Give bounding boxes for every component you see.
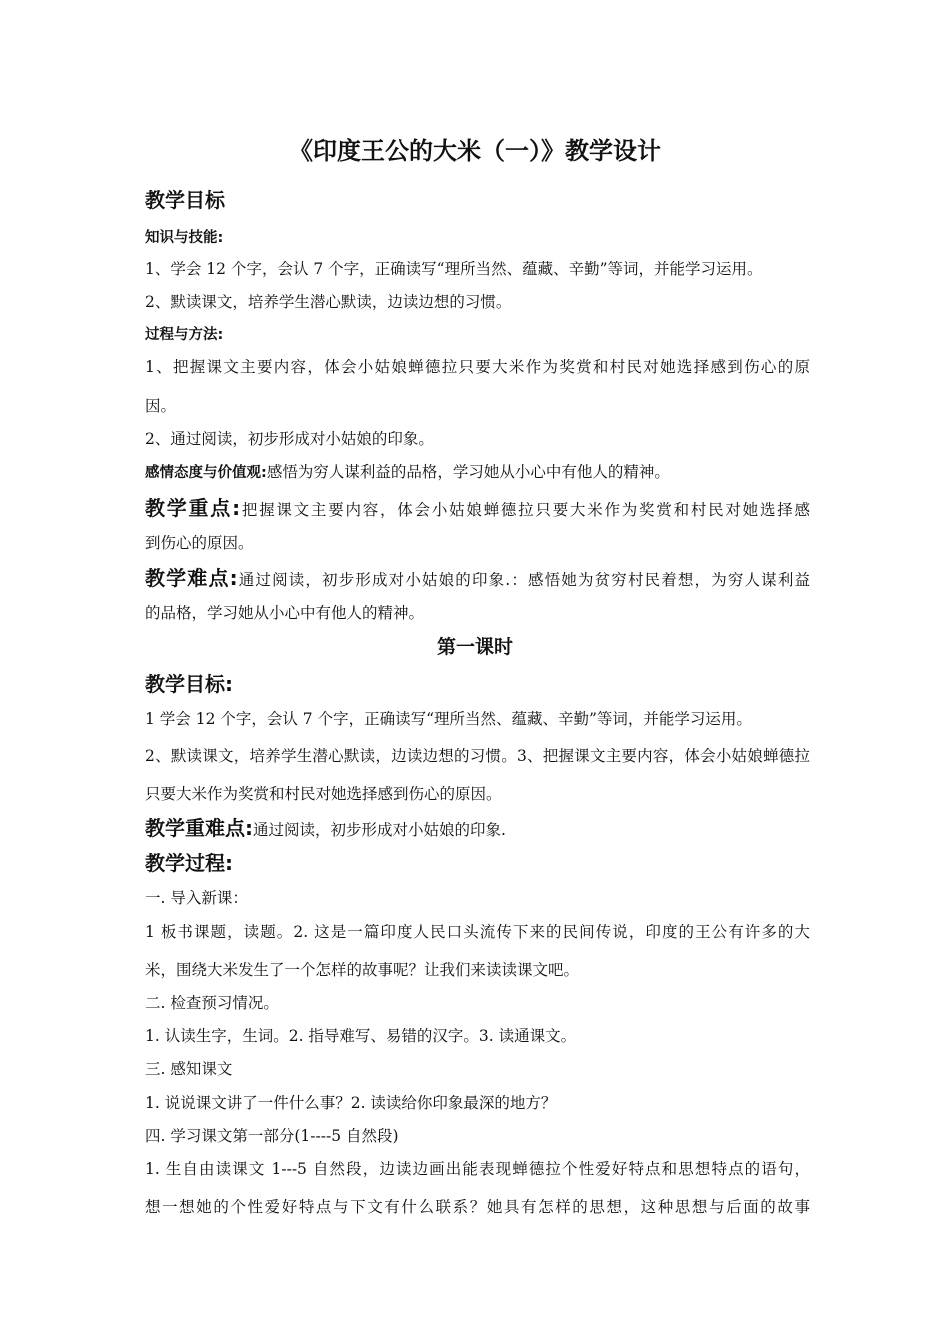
step-4-line-1: 1. 生自由读课文 1---5 自然段，边读边画出能表现蝉德拉个性爱好特点和思想特点的语句，	[145, 1160, 810, 1178]
step-1-line-1: 1 板书课题，读题。2. 这是一篇印度人民口头流传下来的民间传说，印度的王公有许多的大	[145, 923, 810, 941]
step-2-line-1: 1. 认读生字，生词。2. 指导难写、易错的汉字。3. 读通课文。	[145, 1027, 577, 1045]
difficult-point-label: 教学难点:	[145, 566, 238, 590]
document-title: 《印度王公的大米（一）》教学设计	[289, 137, 661, 165]
step-3-line-1: 1. 说说课文讲了一件什么事？2. 读读给你印象最深的地方？	[145, 1094, 557, 1112]
emotion-values-label: 感情态度与价值观:	[145, 465, 267, 481]
knowledge-item-2: 2、默读课文，培养学生潜心默读，边读边想的习惯。	[145, 293, 512, 311]
lesson-objective-line-1: 1 学会 12 个字，会认 7 个字，正确读写“理所当然、蕴藏、辛勤”等词，并能学习运用。	[145, 710, 752, 728]
key-difficult-text: 通过阅读，初步形成对小姑娘的印象.	[253, 821, 506, 839]
key-point-label: 教学重点:	[145, 496, 241, 520]
step-2-title: 二. 检查预习情况。	[145, 994, 279, 1012]
emotion-values-text: 感悟为穷人谋利益的品格，学习她从小心中有他人的精神。	[266, 463, 670, 481]
step-1-line-2: 米，围绕大米发生了一个怎样的故事呢？让我们来读读课文吧。	[145, 961, 580, 979]
lesson-objectives-label: 教学目标:	[145, 672, 233, 696]
lesson-objective-line-2: 2、默读课文，培养学生潜心默读，边读边想的习惯。3、把握课文主要内容，体会小姑娘蝉德拉	[145, 747, 810, 765]
process-item-2: 2、通过阅读，初步形成对小姑娘的印象。	[145, 430, 434, 448]
key-difficult-label: 教学重难点:	[145, 816, 253, 840]
emotion-values-row	[145, 462, 810, 483]
key-point-text: 把握课文主要内容，体会小姑娘蝉德拉只要大米作为奖赏和村民对她选择感	[240, 501, 810, 519]
process-item-1-line-2: 因。	[145, 397, 177, 415]
teaching-process-label: 教学过程:	[145, 851, 233, 875]
key-point-line-1	[145, 495, 810, 523]
step-4-title: 四. 学习课文第一部分(1----5 自然段)	[145, 1127, 399, 1145]
lesson-objective-line-3: 只要大米作为奖赏和村民对她选择感到伤心的原因。	[145, 785, 502, 803]
process-methods-label: 过程与方法:	[145, 327, 224, 343]
step-1-title: 一. 导入新课：	[145, 889, 248, 907]
step-3-title: 三. 感知课文	[145, 1060, 233, 1078]
lesson-1-heading: 第一课时	[436, 636, 513, 658]
key-difficult-row	[145, 815, 810, 843]
step-4-line-2: 想一想她的个性爱好特点与下文有什么联系？她具有怎样的思想，这种思想与后面的故事	[145, 1198, 810, 1216]
objectives-heading: 教学目标	[145, 188, 225, 212]
knowledge-skills-label: 知识与技能:	[145, 230, 224, 246]
knowledge-item-1: 1、学会 12 个字，会认 7 个字，正确读写“理所当然、蕴藏、辛勤”等词，并能学习运用。	[145, 260, 763, 278]
difficult-point-line-1	[145, 565, 810, 593]
key-point-line-2: 到伤心的原因。	[145, 534, 254, 552]
difficult-point-line-2: 的品格，学习她从小心中有他人的精神。	[145, 604, 425, 622]
difficult-point-text: 通过阅读，初步形成对小姑娘的印象.：感悟她为贫穷村民着想，为穷人谋利益	[237, 571, 810, 589]
process-item-1-line-1: 1、把握课文主要内容，体会小姑娘蝉德拉只要大米作为奖赏和村民对她选择感到伤心的原	[145, 358, 810, 376]
